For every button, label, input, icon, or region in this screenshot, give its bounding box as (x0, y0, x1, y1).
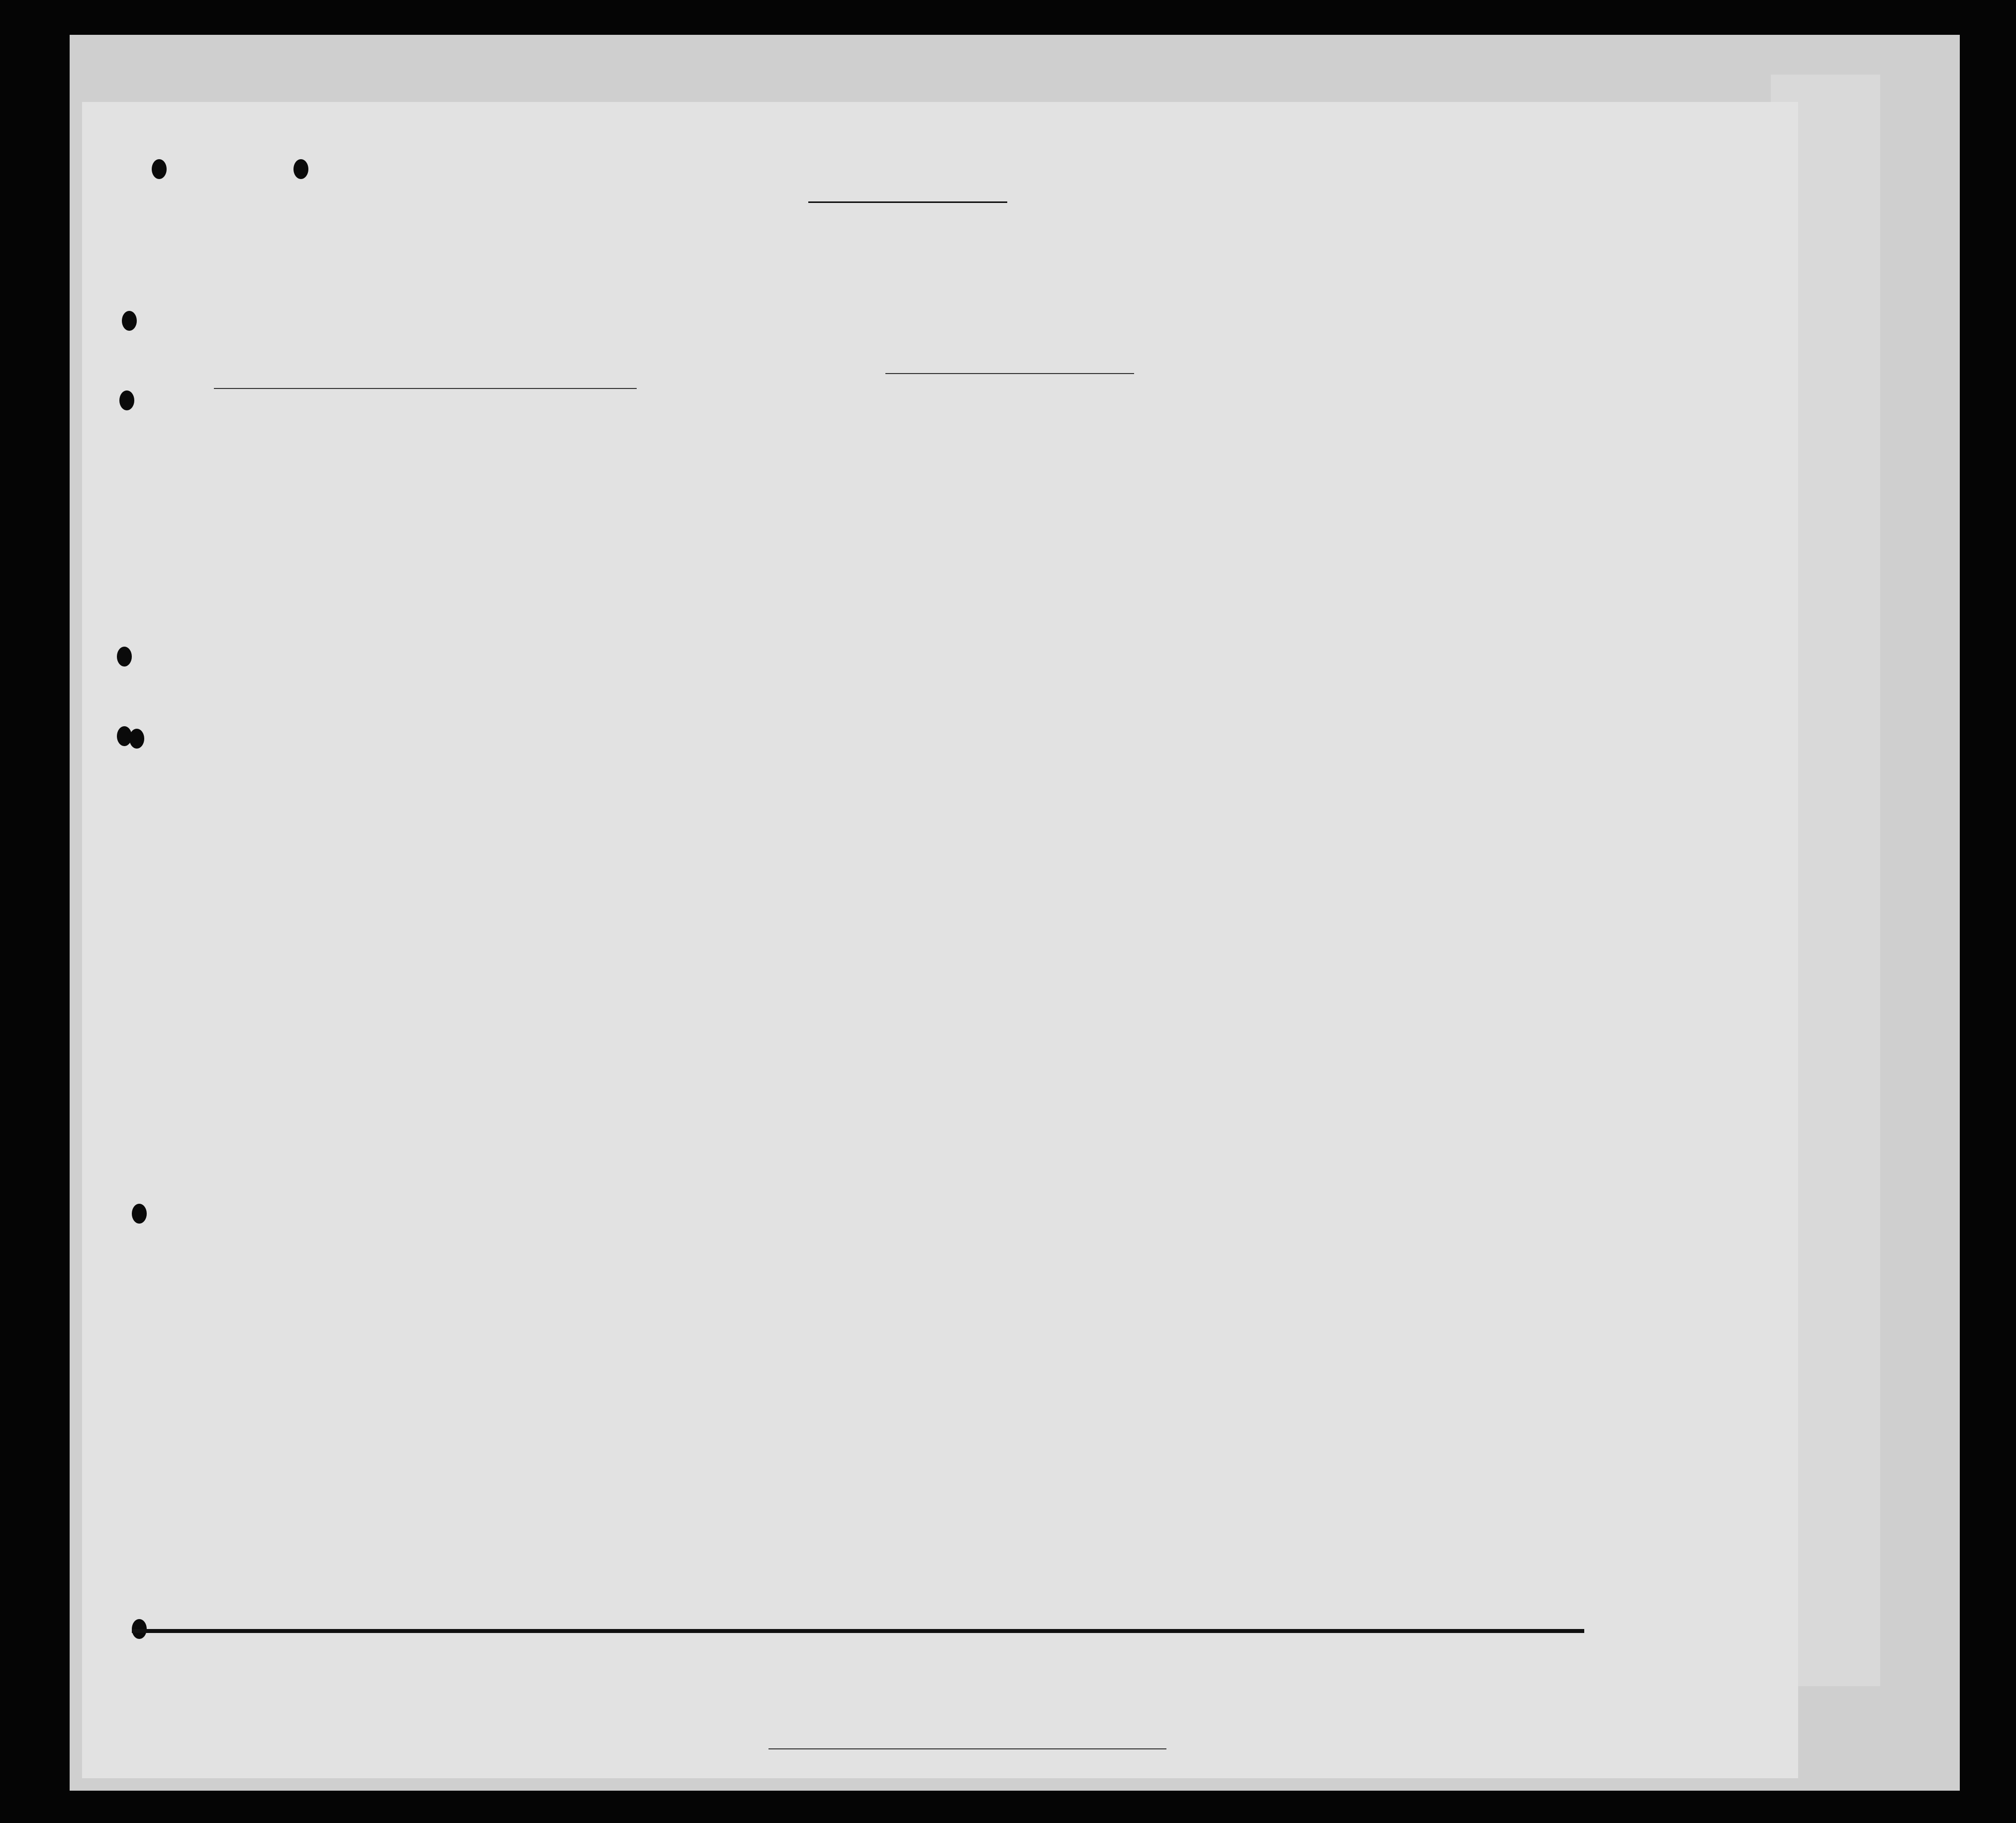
punch-hole (129, 729, 144, 749)
punch-hole (122, 311, 137, 331)
punch-hole (132, 1204, 147, 1224)
shipped-rule (885, 373, 1134, 374)
sheet-number (1624, 139, 1639, 174)
punch-hole (152, 159, 167, 179)
punch-hole (119, 390, 134, 410)
punch-hole (117, 647, 132, 667)
vessel-line (82, 274, 1798, 298)
end-of-list-rule (132, 1629, 1584, 1633)
title-rule (808, 201, 1007, 203)
punch-hole (293, 159, 308, 179)
inspector-rule (768, 1748, 1166, 1749)
manifest-sheet (82, 102, 1798, 1778)
name-rule (214, 388, 637, 389)
